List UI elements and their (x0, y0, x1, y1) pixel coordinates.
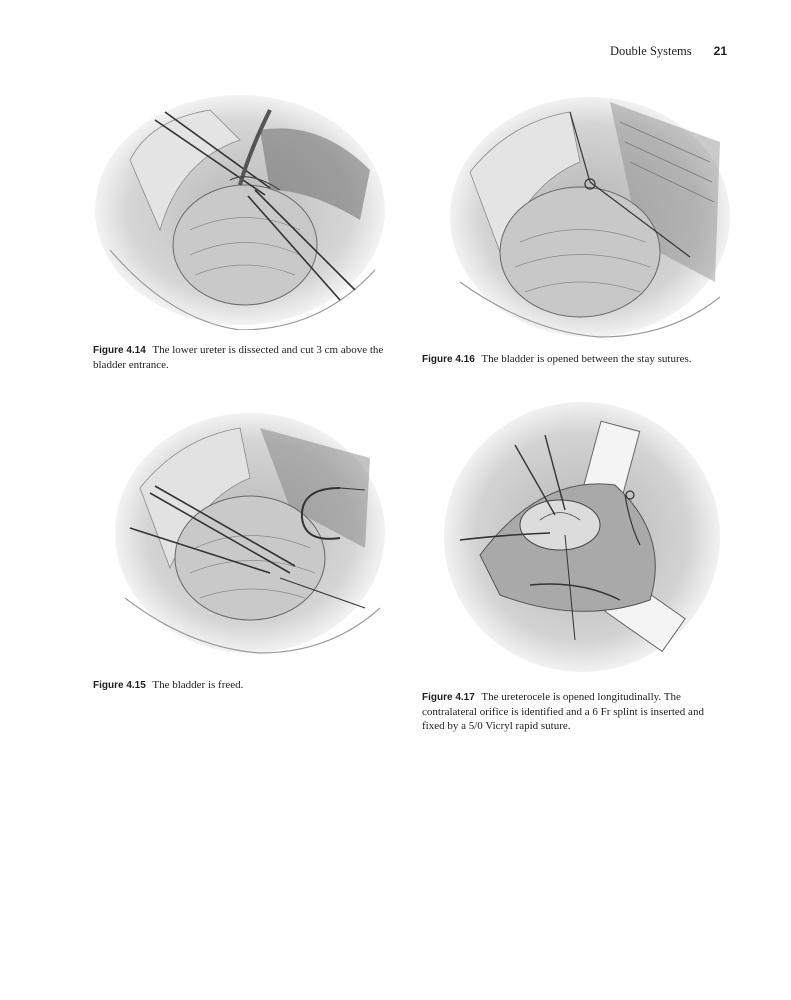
figure-4-16-illustration (440, 82, 730, 342)
running-title: Double Systems (610, 44, 692, 58)
figure-4-15-caption (93, 678, 393, 693)
caption-text: The ureterocele is opened longitudinally. The contralateral orifice is identified and a 6 Fr splint is inserted and fixed by a 5/0 Vicryl rapid suture. (422, 691, 704, 732)
caption-text: The lower ureter is dissected and cut 3 cm above the bladder entrance. (93, 344, 384, 371)
page-header (610, 44, 727, 59)
figure-label: Figure 4.14 (93, 345, 146, 356)
figure-label: Figure 4.16 (422, 354, 475, 365)
caption-text: The bladder is freed. (152, 679, 244, 691)
page-number: 21 (713, 44, 727, 58)
figure-label: Figure 4.17 (422, 692, 475, 703)
figure-4-15-illustration (110, 398, 390, 658)
figure-4-14-illustration (90, 80, 390, 330)
figure-4-14-caption (93, 343, 393, 372)
caption-text: The bladder is opened between the stay sutures. (481, 353, 692, 365)
figure-4-17-illustration (440, 395, 725, 680)
figure-4-17-caption (422, 690, 722, 733)
figure-label: Figure 4.15 (93, 680, 146, 691)
figure-4-16-caption (422, 352, 742, 367)
